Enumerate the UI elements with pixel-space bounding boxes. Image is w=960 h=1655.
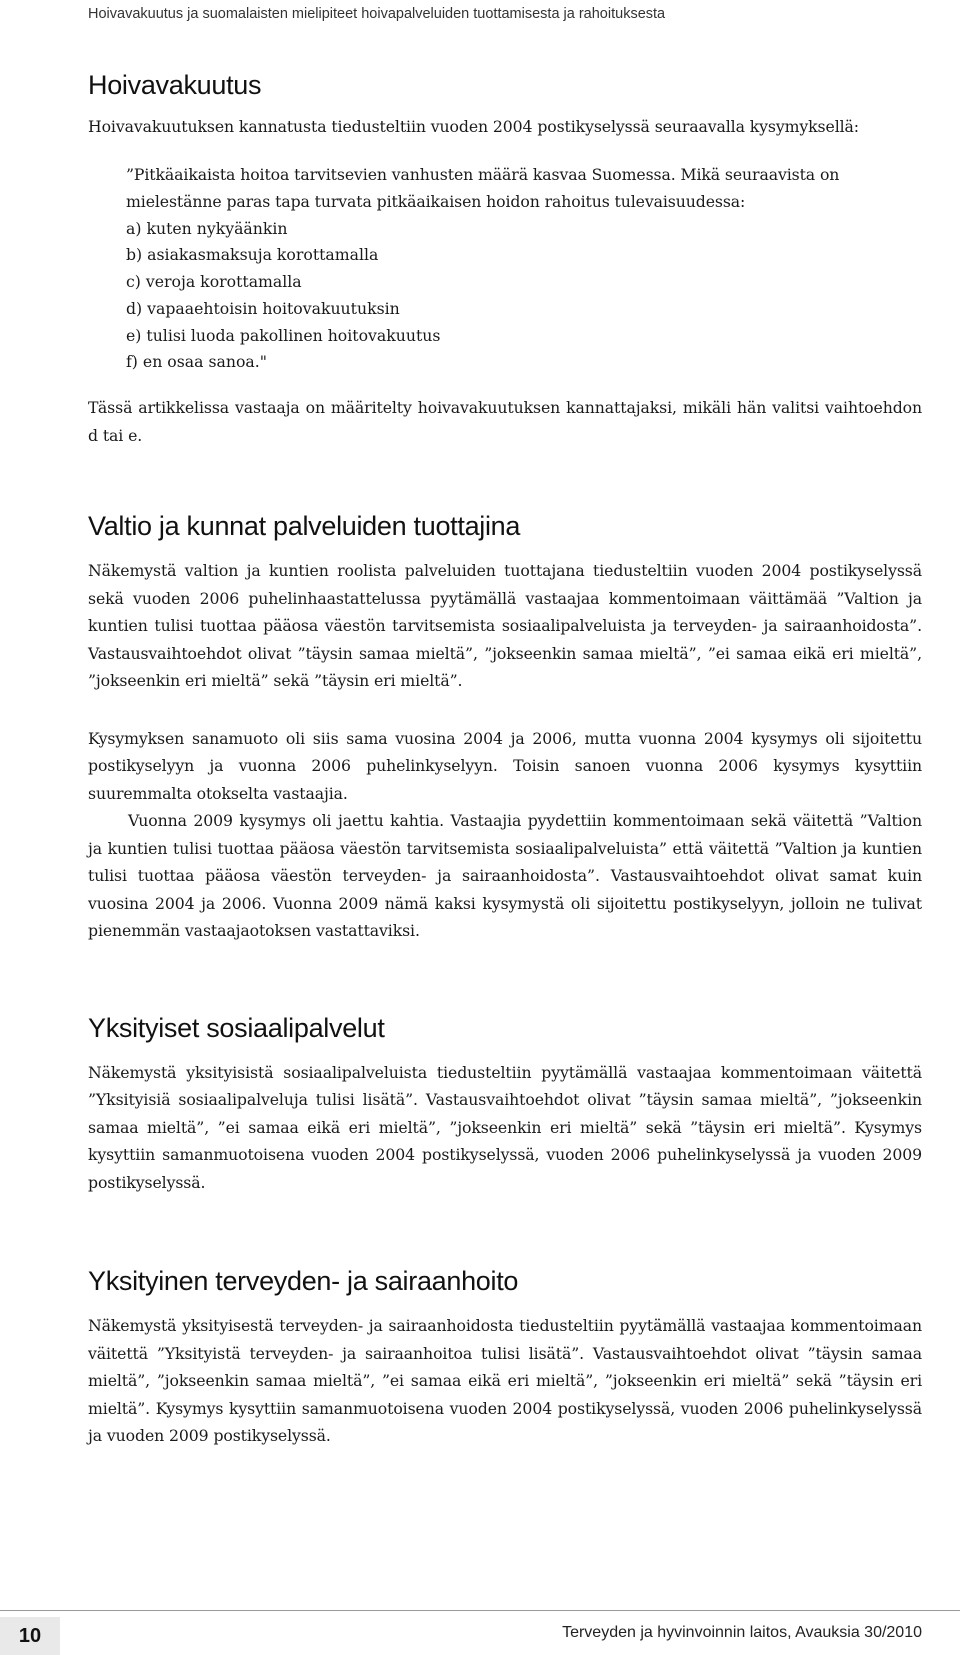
answer-option: e) tulisi luoda pakollinen hoitovakuutus bbox=[126, 325, 441, 345]
answer-option: f) en osaa sanoa." bbox=[126, 352, 267, 372]
section-heading: Hoivavakuutus bbox=[88, 70, 262, 100]
section-yksityiset-sosiaalipalvelut bbox=[88, 1013, 922, 1197]
section-heading: Valtio ja kunnat palveluiden tuottajina bbox=[88, 511, 521, 542]
answer-options-list bbox=[126, 216, 922, 377]
section-hoivavakuutus bbox=[88, 70, 922, 449]
answer-option: b) asiakasmaksuja korottamalla bbox=[126, 245, 379, 265]
body-paragraph: Näkemystä yksityisistä sosiaalipalveluista tiedusteltiin pyytämällä vastaajaa kommentoimaan väitettä ”Yksityisiä sosiaalipalveluja tulisi lisätä”. Vastausvaihtoehdot olivat ”täysin samaa mieltä”, ”jokseenkin samaa mieltä”, ”ei samaa eikä eri mieltä”, ”jokseenkin eri mieltä” sekä ”täysin eri mieltä”. Kysymys kysyttiin samanmuotoisena vuoden 2004 postikyselyssä, vuoden 2006 puhelinkyselyssä ja vuoden 2009 postikyselyssä. bbox=[88, 1062, 922, 1192]
survey-question-quote bbox=[126, 161, 922, 377]
section-valtio-ja-kunnat bbox=[88, 511, 922, 945]
body-paragraph: Näkemystä yksityisestä terveyden- ja sairaanhoidosta tiedusteltiin pyytämällä vastaajaa kommentoimaan väitettä ”Yksityistä terveyden- ja sairaanhoitoa tulisi lisätä”. Vastausvaihtoehdot olivat ”täysin samaa mieltä”, ”jokseenkin samaa mieltä”, ”ei samaa eikä eri mieltä”, ”jokseenkin eri mieltä” sekä ”täysin eri mieltä”. Kysymys kysyttiin samanmuotoisena vuoden 2004 postikyselyssä, vuoden 2006 puhelinkyselyssä ja vuoden 2009 postikyselyssä. bbox=[88, 1316, 922, 1446]
body-paragraph: Tässä artikkelissa vastaaja on määritelty hoivavakuutuksen kannattajaksi, mikäli hän valitsi vaihtoehdon d tai e. bbox=[88, 398, 922, 445]
section-heading: Yksityiset sosiaalipalvelut bbox=[88, 1012, 385, 1043]
answer-option: a) kuten nykyäänkin bbox=[126, 218, 288, 238]
running-header: Hoivavakuutus ja suomalaisten mielipiteet hoivapalveluiden tuottamisesta ja rahoituksesta bbox=[88, 6, 666, 22]
answer-option: d) vapaaehtoisin hoitovakuutuksin bbox=[126, 298, 400, 318]
footer-publication: Terveyden ja hyvinvoinnin laitos, Avauksia 30/2010 bbox=[562, 1624, 922, 1641]
page-number: 10 bbox=[0, 1617, 60, 1655]
body-paragraph: Vuonna 2009 kysymys oli jaettu kahtia. Vastaajia pyydettiin kommentoimaan sekä väitettä ”Valtion ja kuntien tulisi tuottaa pääosa väestön tarvitsemista sosiaalipalveluista” että väitettä ”Valtion ja kuntien tulisi tuottaa pääosa väestön terveyden- ja sairaanhoidosta”. Vastausvaihtoehdot olivat samat kuin vuosina 2004 ja 2006. Vuonna 2009 nämä kaksi kysymystä oli sijoitettu postikyselyyn, jolloin ne tulivat pienemmän vastaajaotoksen vastattaviksi. bbox=[88, 811, 922, 941]
page-content bbox=[88, 70, 922, 1450]
answer-option: c) veroja korottamalla bbox=[126, 272, 302, 292]
section-yksityinen-terveydenhoito bbox=[88, 1266, 922, 1450]
body-paragraph: Kysymyksen sanamuoto oli siis sama vuosina 2004 ja 2006, mutta vuonna 2004 kysymys oli sijoitettu postikyselyyn ja vuonna 2006 puhelinkyselyyn. Toisin sanoen vuonna 2006 kysymys kysyttiin suuremmalta otokselta vastaajia. bbox=[88, 728, 922, 803]
lead-paragraph: Hoivavakuutuksen kannatusta tiedusteltiin vuoden 2004 postikyselyssä seuraavalla kysymyksellä: bbox=[88, 117, 859, 136]
body-paragraph: Näkemystä valtion ja kuntien roolista palveluiden tuottajana tiedusteltiin vuoden 2004 postikyselyssä sekä vuoden 2006 puhelinhaastattelussa pyytämällä vastaajaa kommentoimaan väittämää ”Valtion ja kuntien tulisi tuottaa pääosa väestön tarvitsemista sosiaalipalveluista ja terveyden- ja sairaanhoidosta”. Vastausvaihtoehdot olivat ”täysin samaa mieltä”, ”jokseenkin samaa mieltä”, ”ei samaa eikä eri mieltä”, ”jokseenkin eri mieltä” sekä ”täysin eri mieltä”. bbox=[88, 561, 922, 691]
quote-intro: ”Pitkäaikaista hoitoa tarvitsevien vanhusten määrä kasvaa Suomessa. Mikä seuraavista on mielestänne paras tapa turvata pitkäaikaisen hoidon rahoitus tulevaisuudessa: bbox=[126, 164, 840, 211]
footer-divider bbox=[0, 1610, 960, 1611]
section-heading: Yksityinen terveyden- ja sairaanhoito bbox=[88, 1266, 519, 1297]
